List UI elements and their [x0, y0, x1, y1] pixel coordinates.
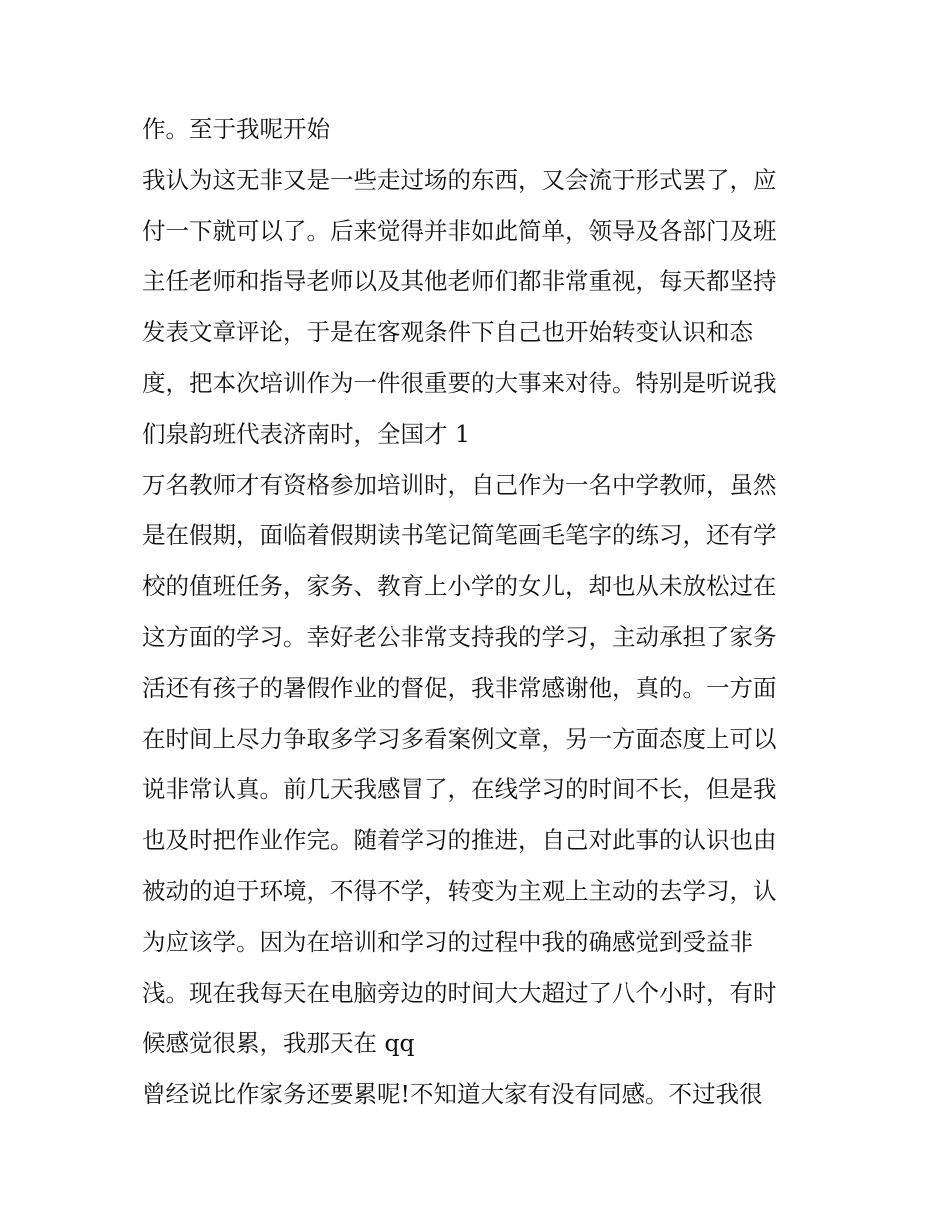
text-line: 浅。现在我每天在电脑旁边的时间大大超过了八个小时，有时: [142, 978, 777, 1007]
text-line: 发表文章评论，于是在客观条件下自己也开始转变认识和态: [142, 318, 753, 347]
text-line: 是在假期，面临着假期读书笔记简笔画毛笔字的练习，还有学: [142, 521, 777, 550]
text-line: 说非常认真。前几天我感冒了，在线学习的时间不长，但是我: [142, 775, 777, 804]
text-line: 万名教师才有资格参加培训时，自己作为一名中学教师，虽然: [142, 470, 777, 499]
text-line: 候感觉很累，我那天在 qq: [142, 1029, 415, 1058]
body-text: [142, 107, 822, 1123]
text-line: 付一下就可以了。后来觉得并非如此简单，领导及各部门及班: [142, 216, 777, 245]
text-line: 也及时把作业作完。随着学习的推进，自己对此事的认识也由: [142, 826, 777, 855]
text-line: 主任老师和指导老师以及其他老师们都非常重视，每天都坚持: [142, 267, 777, 296]
text-line: 作。至于我呢开始: [142, 115, 330, 143]
text-line: 活还有孩子的暑假作业的督促，我非常感谢他，真的。一方面: [142, 673, 777, 702]
text-line: 度，把本次培训作为一件很重要的大事来对待。特别是听说我: [142, 368, 777, 397]
text-line: 我认为这无非又是一些走过场的东西，又会流于形式罢了，应: [142, 165, 777, 194]
text-line: 曾经说比作家务还要累呢!不知道大家有没有同感。不过我很: [142, 1080, 763, 1109]
text-line: 为应该学。因为在培训和学习的过程中我的确感觉到受益非: [142, 927, 753, 956]
text-line: 校的值班任务，家务、教育上小学的女儿，却也从未放松过在: [142, 572, 777, 601]
text-line: 这方面的学习。幸好老公非常支持我的学习，主动承担了家务: [142, 622, 777, 651]
text-line: 们泉韵班代表济南时，全国才 1: [142, 419, 470, 448]
text-line: 被动的迫于环境，不得不学，转变为主观上主动的去学习，认: [142, 876, 777, 905]
text-line: 在时间上尽力争取多学习多看案例文章，另一方面态度上可以: [142, 724, 777, 753]
